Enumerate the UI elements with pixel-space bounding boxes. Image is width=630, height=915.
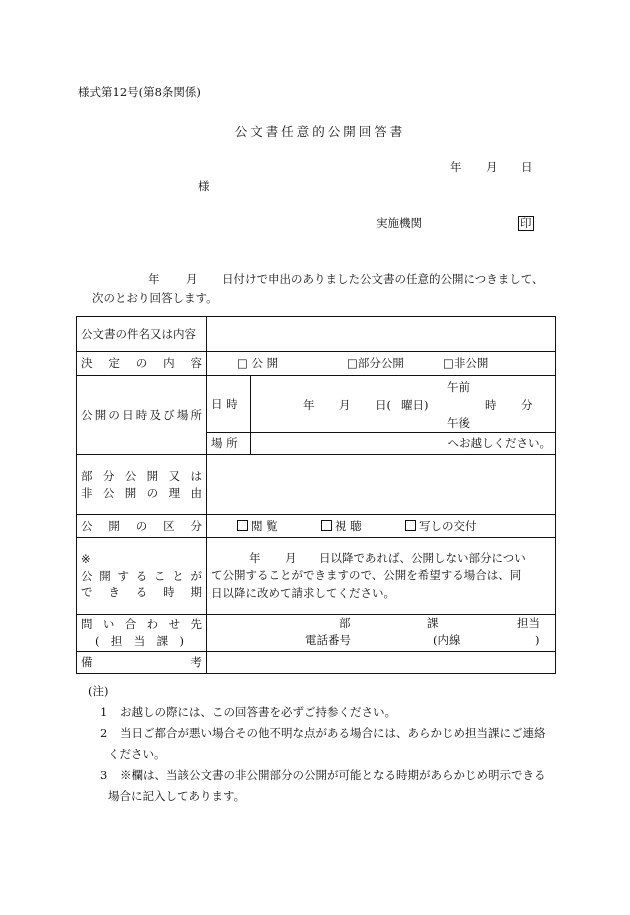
date-day: 日 (521, 160, 533, 174)
datetime-label: 日 時 (207, 376, 251, 433)
disclosable-year: 年 (249, 551, 261, 566)
dt-hour: 時 (485, 398, 497, 412)
intro-line1: 日付けで申出のありました公文書の任意的公開につきまして、 (222, 272, 544, 286)
remarks-label: 備 考 (77, 652, 207, 674)
row-disclosable (77, 538, 556, 615)
category-option-listen[interactable]: 視 聴 (321, 518, 405, 535)
contact-phone-label: 電話番号 (305, 633, 351, 647)
note-item-1: 1 お越しの際には、この回答書を必ずご持参ください。 (100, 705, 396, 719)
note-item-2: 2 当日ご都合が悪い場合その他不明な点がある場合には、あらかじめ担当課にご連絡 ください。 (100, 726, 546, 761)
dt-weekday: 曜日) (401, 398, 429, 412)
row-reason (77, 455, 556, 515)
checkbox-icon (405, 520, 416, 531)
dt-pm: 午後 (447, 416, 470, 430)
category-label: 公 開 の 区 分 (77, 515, 207, 538)
disclosable-label: ※ 公 開 す る こ と が で き る 時 期 (77, 538, 207, 615)
contact-section: 課 (427, 616, 439, 630)
notes (78, 681, 558, 807)
reason-label: 部 分 公 開 又 は 非 公 開 の 理 由 (77, 455, 207, 515)
form-number: 様式第12号(第8条関係) (78, 85, 201, 99)
row-decision (77, 352, 556, 376)
dt-minute: 分 (521, 398, 533, 412)
recipient-suffix: 様 (198, 179, 210, 193)
decision-options (207, 352, 556, 376)
row-subject (77, 317, 556, 352)
dt-day: 日( (375, 398, 391, 412)
datetime-field[interactable] (251, 376, 556, 433)
intro-year: 年 (148, 272, 160, 286)
category-options (207, 515, 556, 538)
decision-option-nondisclose[interactable]: □非公開 (443, 356, 489, 371)
note-item-3: 3 ※欄は、当該公文書の非公開部分の公開が可能となる時期があらかじめ明示できる 場合に記入してあります。 (100, 768, 546, 803)
notes-heading: (注) (88, 684, 109, 698)
disclosable-text-3: 日以降に改めて請求してください。 (211, 585, 395, 600)
disclosable-field[interactable] (207, 538, 556, 615)
contact-label: 問 い 合 わ せ 先 ( 担 当 課 ) (77, 615, 207, 652)
decision-option-partial[interactable]: □部分公開 (347, 356, 404, 371)
intro-month: 月 (186, 272, 198, 286)
subject-label: 公文書の件名又は内容 (77, 317, 207, 352)
row-remarks (77, 652, 556, 674)
dt-month: 月 (339, 398, 351, 412)
dt-am: 午前 (447, 380, 470, 394)
asterisk-mark: ※ (81, 551, 91, 566)
contact-dept: 部 (339, 616, 351, 630)
place-text: へお越しください。 (447, 436, 551, 451)
row-category (77, 515, 556, 538)
disclosable-text-1: 日以降であれば、公開しない部分につい (319, 551, 526, 566)
seal-mark: 印 (520, 216, 532, 230)
place-label: 場 所 (207, 433, 251, 455)
decision-option-disclose[interactable]: □ 公 開 (237, 356, 279, 371)
disclosable-month: 月 (285, 551, 297, 566)
schedule-label: 公 開 の 日 時 及 び 場 所 (77, 376, 207, 455)
remarks-field[interactable] (207, 652, 556, 674)
category-option-copy[interactable]: 写しの交付 (405, 518, 477, 535)
agency-label: 実施機関 (376, 216, 422, 230)
contact-extension-label: (内線 (433, 633, 461, 647)
place-field[interactable] (251, 433, 556, 455)
dt-year: 年 (303, 398, 315, 412)
checkbox-icon (321, 520, 332, 531)
reason-field[interactable] (207, 455, 556, 515)
date-year: 年 (450, 160, 462, 174)
checkbox-icon (237, 520, 248, 531)
contact-field[interactable] (207, 615, 556, 652)
row-contact (77, 615, 556, 652)
contact-person: 担当 (517, 616, 540, 630)
category-option-view[interactable]: 閲 覧 (237, 518, 321, 535)
intro-line2: 次のとおり回答します。 (92, 291, 218, 305)
page-title: 公文書任意的公開回答書 (234, 124, 406, 139)
contact-extension-close: ) (535, 633, 540, 647)
decision-label: 決 定 の 内 容 (77, 352, 207, 376)
row-datetime (77, 376, 556, 433)
reply-form-table (76, 316, 556, 674)
subject-field[interactable] (207, 317, 556, 352)
disclosable-text-2: て公開することができますので、公開を希望する場合は、同 (211, 568, 522, 583)
date-month: 月 (486, 160, 498, 174)
